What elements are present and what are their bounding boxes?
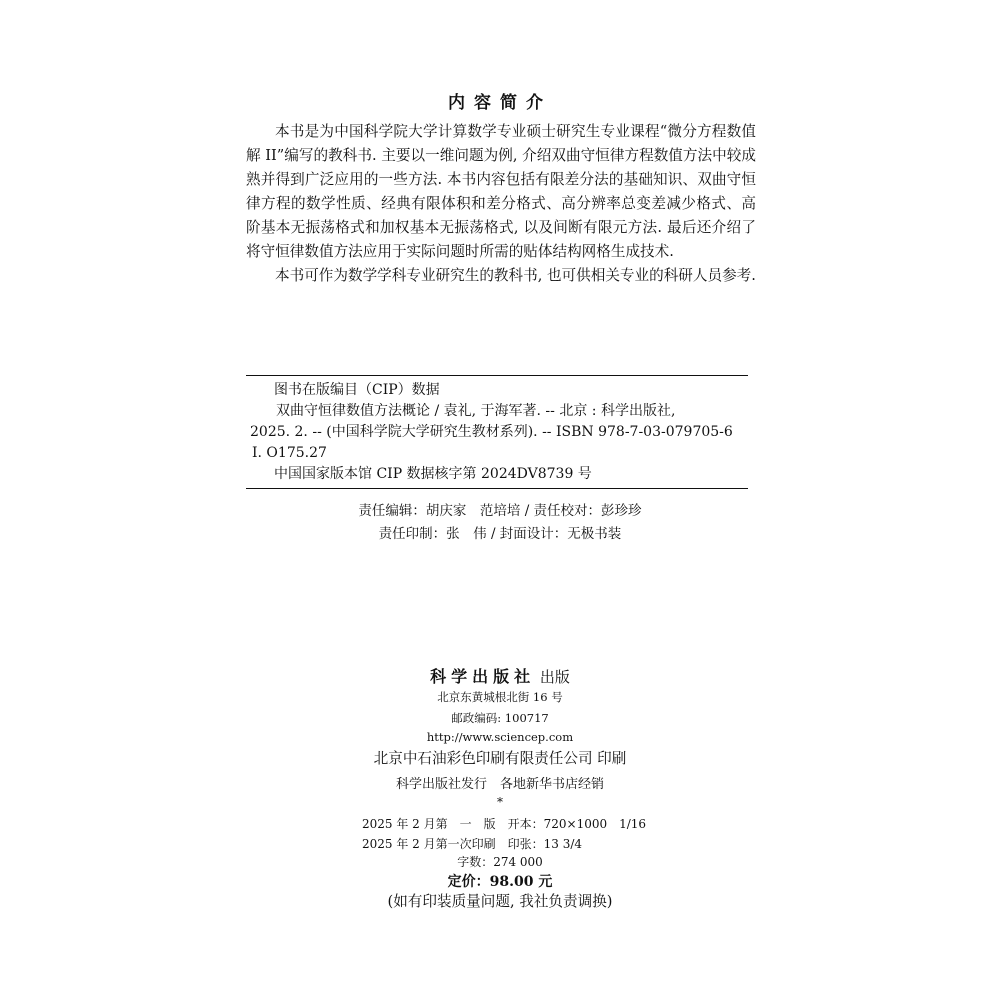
cip-entry-line: 2025. 2. -- (中国科学院大学研究生教材系列). -- ISBN 978-7-03-079705-6 <box>250 424 733 440</box>
publisher-url: http://www.sciencep.com <box>426 730 574 744</box>
editor-credits <box>0 500 1000 546</box>
publisher-name: 科学出版社 <box>430 667 536 686</box>
publisher-block <box>0 664 1000 687</box>
publisher-postcode: 邮政编码: 100717 <box>451 711 549 725</box>
publisher-suffix: 出版 <box>539 668 570 686</box>
edition-info <box>362 814 646 854</box>
cip-data-block <box>250 380 750 485</box>
distributor-info: 科学出版社发行 各地新华书店经销 <box>395 777 604 792</box>
exchange-note: (如有印装质量问题, 我社负责调换) <box>387 893 613 910</box>
cip-top-divider <box>246 375 748 376</box>
summary-paragraph: 本书是为中国科学院大学计算数学专业硕士研究生专业课程“微分方程数值解 II”编写的教科书. 主要以一维问题为例, 介绍双曲守恒律方程数值方法中较成熟并得到广泛应用的一些方法. 本书内容包括有限差分法的基础知识、双曲守恒律方程的数学性质、经典有限体积和差分格式、高分辨率总变差减少格式、高阶基本无振荡格式和加权基本无振荡格式, 以及间断有限元方法. 最后还介绍了将守恒律数值方法应用于实际问题时所需的贴体结构网格生成技术. <box>246 123 756 260</box>
summary-title: 内容简介 <box>448 93 552 113</box>
edition-row: 2025 年 2 月第 一 版 开本：720×1000 1/16 <box>362 817 647 831</box>
price: 定价：98.00 元 <box>447 874 553 890</box>
editor-credit-line: 责任编辑：胡庆家 范培培 / 责任校对：彭珍珍 <box>358 503 642 519</box>
cip-classification: I. O175.27 <box>252 445 327 461</box>
editor-credit-line: 责任印制：张 伟 / 封面设计：无极书装 <box>378 526 622 542</box>
printer-info: 北京中石油彩色印刷有限责任公司 印刷 <box>373 750 627 767</box>
publisher-address: 北京东黄城根北街 16 号 <box>437 690 563 704</box>
cip-entry-line: 双曲守恒律数值方法概论 / 袁礼, 于海军著. -- 北京 : 科学出版社, <box>276 403 676 419</box>
cip-record-number: 中国国家版本馆 CIP 数据核字第 2024DV8739 号 <box>274 466 592 482</box>
cip-bottom-divider <box>246 488 748 489</box>
word-count: 字数：274 000 <box>457 855 543 869</box>
summary-body <box>246 120 756 288</box>
summary-paragraph: 本书可作为数学学科专业研究生的教科书, 也可供相关专业的科研人员参考. <box>275 267 756 284</box>
cip-heading: 图书在版编目（CIP）数据 <box>274 382 440 398</box>
separator-star: * <box>497 795 503 809</box>
edition-row: 2025 年 2 月第一次印刷 印张：13 3/4 <box>362 837 583 851</box>
publisher-line <box>0 664 1000 687</box>
